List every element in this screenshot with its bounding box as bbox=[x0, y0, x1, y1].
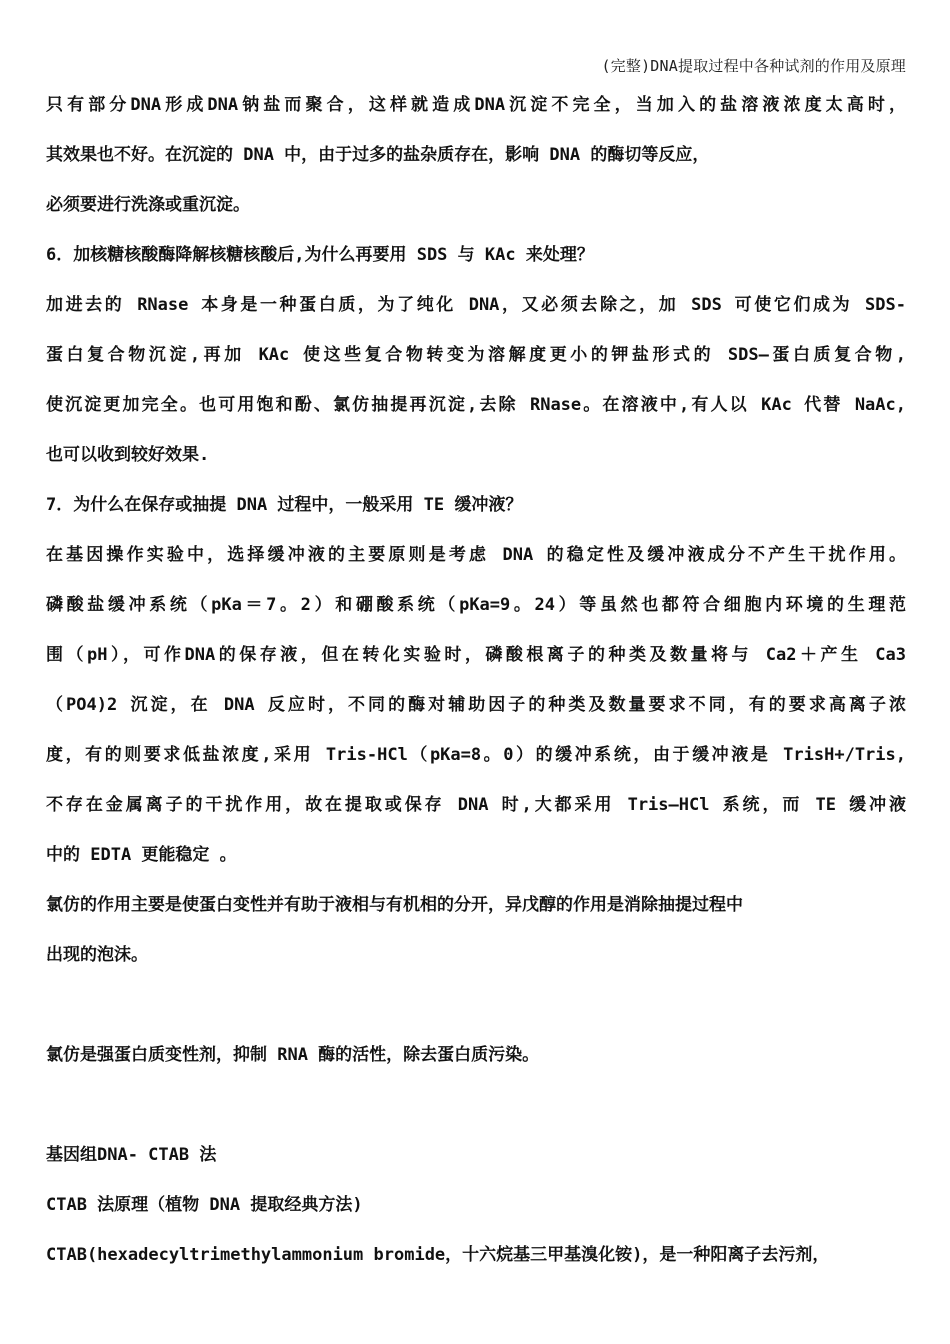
paragraph-line: 不存在金属离子的干扰作用，故在提取或保存 DNA 时,大都采用 Tris—HCl 系统，而 TE 缓冲液 bbox=[46, 795, 906, 815]
paragraph-line: 磷酸盐缓冲系统（pKa＝7。2）和硼酸系统（pKa=9。24）等虽然也都符合细胞内环境的生理范 bbox=[46, 595, 906, 615]
running-header: (完整)DNA提取过程中各种试剂的作用及原理 bbox=[601, 57, 906, 75]
paragraph-line: 出现的泡沫。 bbox=[46, 945, 148, 965]
paragraph-line: 中的 EDTA 更能稳定 。 bbox=[46, 845, 237, 865]
question-heading: 7．为什么在保存或抽提 DNA 过程中，一般采用 TE 缓冲液？ bbox=[46, 495, 523, 515]
paragraph-line: 加进去的 RNase 本身是一种蛋白质，为了纯化 DNA，又必须去除之，加 SDS 可使它们成为 SDS- bbox=[46, 295, 906, 315]
section-heading: 基因组DNA- CTAB 法 bbox=[46, 1145, 217, 1165]
paragraph-line: （PO4)2 沉淀，在 DNA 反应时，不同的酶对辅助因子的种类及数量要求不同，有的要求高离子浓 bbox=[46, 695, 906, 715]
question-heading: 6．加核糖核酸酶降解核糖核酸后,为什么再要用 SDS 与 KAc 来处理？ bbox=[46, 245, 594, 265]
paragraph-line: 度，有的则要求低盐浓度,采用 Tris-HCl（pKa=8。0）的缓冲系统，由于缓冲液是 TrisH+/Tris, bbox=[46, 745, 906, 765]
paragraph-line: 在基因操作实验中，选择缓冲液的主要原则是考虑 DNA 的稳定性及缓冲液成分不产生干扰作用。 bbox=[46, 545, 906, 565]
section-subheading: CTAB 法原理（植物 DNA 提取经典方法) bbox=[46, 1195, 363, 1215]
paragraph-line: 只有部分DNA形成DNA钠盐而聚合，这样就造成DNA沉淀不完全，当加入的盐溶液浓度太高时， bbox=[46, 95, 906, 115]
paragraph-line: 也可以收到较好效果. bbox=[46, 445, 210, 465]
paragraph-line: 必须要进行洗涤或重沉淀。 bbox=[46, 195, 250, 215]
paragraph-line: 氯仿的作用主要是使蛋白变性并有助于液相与有机相的分开，异戊醇的作用是消除抽提过程中 bbox=[46, 895, 743, 915]
paragraph-line: 围（pH），可作DNA的保存液，但在转化实验时，磷酸根离子的种类及数量将与 Ca2＋产生 Ca3 bbox=[46, 645, 906, 665]
paragraph-line: 其效果也不好。在沉淀的 DNA 中，由于过多的盐杂质存在，影响 DNA 的酶切等反应， bbox=[46, 145, 710, 165]
paragraph-line: 使沉淀更加完全。也可用饱和酚、氯仿抽提再沉淀,去除 RNase。在溶液中,有人以 KAc 代替 NaAc, bbox=[46, 395, 906, 415]
paragraph-line: 氯仿是强蛋白质变性剂，抑制 RNA 酶的活性，除去蛋白质污染。 bbox=[46, 1045, 540, 1065]
paragraph-line: 蛋白复合物沉淀,再加 KAc 使这些复合物转变为溶解度更小的钾盐形式的 SDS—蛋白质复合物, bbox=[46, 345, 906, 365]
document-body bbox=[46, 80, 906, 1280]
blank-line bbox=[46, 1080, 906, 1130]
blank-line bbox=[46, 980, 906, 1030]
paragraph-line: CTAB(hexadecyltrimethylammonium bromide，十六烷基三甲基溴化铵)，是一种阳离子去污剂， bbox=[46, 1245, 830, 1265]
